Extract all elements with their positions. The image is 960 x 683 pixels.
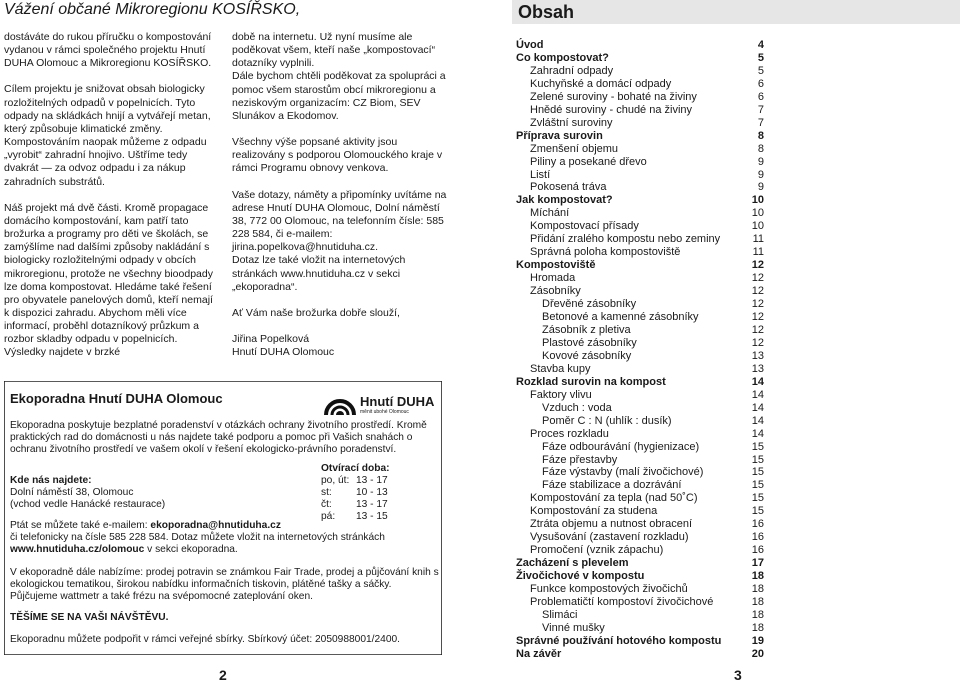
- toc-entry: [516, 52, 764, 65]
- toc-entry: [516, 169, 764, 182]
- toc-entry-page: 6: [757, 77, 764, 90]
- hours-row: [321, 499, 388, 511]
- toc-entry-page: 15: [751, 505, 764, 518]
- toc-entry-title: Kovové zásobníky: [542, 349, 632, 362]
- hours-time: 13 - 17: [356, 475, 388, 486]
- toc-entry-page: 16: [751, 531, 764, 544]
- toc-entry-page: 10: [751, 220, 764, 233]
- toc-entry-page: 10: [751, 207, 764, 220]
- toc-entry-page: 15: [751, 466, 764, 479]
- toc-entry-title: Zahradní odpady: [530, 64, 614, 77]
- toc-entry: [516, 350, 764, 363]
- toc-entry-title: Zvláštní suroviny: [530, 116, 613, 129]
- toc-entry: [516, 117, 764, 130]
- hours-time: 13 - 15: [356, 510, 388, 522]
- toc-entry: [516, 570, 764, 583]
- toc-entry: [516, 505, 764, 518]
- intro-paragraph: Všechny výše popsané aktivity jsou realizovány s podporou Olomouckého kraje v rámci Programu obnovy venkova.: [232, 136, 443, 175]
- toc-entry: [516, 454, 764, 467]
- toc-entry-title: Co kompostovat?: [516, 51, 609, 64]
- toc-entry-page: 13: [751, 362, 764, 375]
- toc-entry-title: Fáze stabilizace a dozrávání: [542, 479, 682, 492]
- intro-paragraph: Cílem projektu je snižovat obsah biologicky rozložitelných odpadů v popelnicích. Tyto odpady na skládkách hnijí a vytvářejí metan, který způsobuje klimatické změny. Kompostováním naopak můžeme z odpadu „vyrobit“ zahradní hnojivo. Uštříme tedy dvakrát — za odvoz odpadu i za nákup zahradních substrátů.: [4, 83, 211, 188]
- toc-entry: [516, 596, 764, 609]
- toc-entry-page: 15: [751, 492, 764, 505]
- hnuti-duha-logo: [324, 387, 436, 419]
- support-text: Ekoporadnu můžete podpořit v rámci veřejné sbírky. Sbírkový účet: 2050988001/2400.: [10, 634, 400, 645]
- toc-entry-title: Dřevěné zásobníky: [542, 298, 637, 311]
- contact-text-part: v sekci ekoporadna.: [144, 543, 238, 555]
- page-number-left: 2: [219, 667, 227, 683]
- toc-entry-page: 18: [751, 621, 764, 634]
- toc-entry: [516, 78, 764, 91]
- toc-entry: [516, 557, 764, 570]
- toc-entry-page: 12: [751, 259, 764, 272]
- toc-entry: [516, 181, 764, 194]
- toc-entry-page: 18: [751, 583, 764, 596]
- toc-entry-title: Zásobníky: [530, 285, 581, 298]
- toc-entry-title: Poměr C : N (uhlík : dusík): [542, 414, 672, 427]
- toc-entry: [516, 622, 764, 635]
- toc-title: Obsah: [518, 2, 575, 22]
- toc-entry-page: 14: [751, 388, 764, 401]
- page-number-right: 3: [734, 667, 742, 683]
- toc-entry-title: Na závěr: [516, 647, 562, 660]
- toc-entry: [516, 246, 764, 259]
- toc-entry: [516, 583, 764, 596]
- intro-paragraph: dostáváte do rukou příručku o kompostování vydanou v rámci společného projektu Hnutí DUHA Olomouc a Mikroregionu KOSÍŘSKO.: [4, 31, 212, 70]
- invitation-text: TĚŠÍME SE NA VAŠI NÁVŠTĚVU.: [10, 612, 169, 623]
- intro-paragraph: Náš projekt má dvě části. Kromě propagace domácího kompostování, kam patří tato brožurka a programy pro děti ve školách, se zamýšlíme nad dalšími způsoby nakládání s biologicky rozložitelnými odpady v obcích mikroregionu, protože ne všechny bioodpady lze doma kompostovat. Hledáme také řešení pro obyvatele panelových domů, kteří nemají k dispozici zahradu. Abychom měli více informací, proběhl dotazníkový průzkum a rozbor skladby odpadu v popelnicích. Výsledky najdete v brzké: [4, 201, 213, 359]
- toc-entry-title: Fáze odbourávání (hygienizace): [542, 440, 700, 453]
- toc-entry: [516, 479, 764, 492]
- toc-entry-page: 15: [751, 440, 764, 453]
- toc-entry-page: 5: [757, 64, 764, 77]
- toc-entry: [516, 65, 764, 78]
- toc-entry-title: Živočichové v kompostu: [516, 570, 645, 583]
- toc-entry-title: Příprava surovin: [516, 129, 603, 142]
- toc-entry-page: 14: [751, 414, 764, 427]
- toc-entry: [516, 156, 764, 169]
- toc-entry: [516, 285, 764, 298]
- toc-entry-title: Hromada: [530, 272, 576, 285]
- toc-entry-title: Zásobník z pletiva: [542, 323, 631, 336]
- toc-entry-page: 14: [751, 427, 764, 440]
- toc-entry-title: Problematičtí kompostoví živočichové: [530, 595, 714, 608]
- toc-entry-page: 12: [751, 311, 764, 324]
- services-text: V ekoporadně dále nabízíme: prodej potravin se známkou Fair Trade, prodej a půjčování knih s ekologickou tematikou, širokou nabídku informačních tiskovin, plátěné tašky a sáčky. Půjčujeme wattmetr a také frézu na svépomocné zateplování oken.: [10, 567, 439, 602]
- toc-entry: [516, 298, 764, 311]
- toc-entry: [516, 259, 764, 272]
- logo-name: Hnutí DUHA: [360, 394, 435, 409]
- toc-entry-title: Vinné mušky: [542, 621, 605, 634]
- toc-entry-page: 4: [757, 39, 764, 51]
- toc-entry: [516, 337, 764, 350]
- toc-entry-title: Kompostoviště: [516, 259, 596, 272]
- toc-entry-title: Hnědé suroviny - chudé na živiny: [530, 103, 693, 116]
- closing-line: Ať Vám naše brožurka dobře slouží,: [232, 306, 400, 319]
- toc-entry: [516, 518, 764, 531]
- toc-entry: [516, 428, 764, 441]
- toc-entry-page: 14: [751, 375, 764, 388]
- address: Dolní náměstí 38, Olomouc (vchod vedle Hanácké restaurace): [10, 487, 166, 510]
- toc-entry-title: Pokosená tráva: [530, 181, 607, 194]
- table-of-contents: [516, 39, 764, 661]
- toc-entry: [516, 91, 764, 104]
- toc-entry-page: 12: [751, 336, 764, 349]
- toc-entry-page: 12: [751, 285, 764, 298]
- greeting-heading: Vážení občané Mikroregionu KOSÍŘSKO,: [4, 1, 301, 18]
- toc-entry: [516, 207, 764, 220]
- toc-entry-title: Fáze výstavby (malí živočichové): [542, 466, 704, 479]
- toc-entry-page: 20: [751, 647, 764, 660]
- toc-entry-page: 18: [751, 595, 764, 608]
- toc-entry-title: Fáze přestavby: [542, 453, 618, 466]
- toc-entry-title: Proces rozkladu: [530, 427, 609, 440]
- toc-entry-page: 9: [757, 181, 764, 194]
- toc-entry: [516, 531, 764, 544]
- toc-entry-title: Vzduch : voda: [542, 401, 612, 414]
- toc-entry-title: Zmenšení objemu: [530, 142, 619, 155]
- toc-entry-title: Kompostování za studena: [530, 505, 658, 518]
- toc-entry: [516, 272, 764, 285]
- toc-entry-title: Správné používání hotového kompostu: [516, 634, 722, 647]
- toc-entry: [516, 39, 764, 52]
- toc-entry-title: Kuchyňské a domácí odpady: [530, 77, 672, 90]
- toc-entry-page: 14: [751, 401, 764, 414]
- toc-entry-page: 8: [757, 129, 764, 142]
- toc-entry: [516, 220, 764, 233]
- opening-hours: [321, 475, 388, 523]
- toc-entry: [516, 415, 764, 428]
- hours-day: po, út:: [321, 475, 350, 486]
- toc-entry: [516, 648, 764, 661]
- toc-entry: [516, 104, 764, 117]
- toc-entry: [516, 402, 764, 415]
- toc-entry: [516, 544, 764, 557]
- toc-entry: [516, 466, 764, 479]
- signature: Jiřina Popelková Hnutí DUHA Olomouc: [232, 332, 335, 359]
- toc-entry-title: Zelené suroviny - bohaté na živiny: [530, 90, 697, 103]
- toc-entry-page: 5: [757, 51, 764, 64]
- toc-entry: [516, 233, 764, 246]
- toc-entry-page: 9: [757, 168, 764, 181]
- intro-paragraph: Vaše dotazy, náměty a připomínky uvítáme na adrese Hnutí DUHA Olomouc, Dolní náměstí 38, 772 00 Olomouc, na telefonním čísle: 585 228 584, či e-mailem: jirina.popelkova@hnutiduha.cz. Dotaz lze také vložit na internetových stránkách www.hnutiduha.cz v sekci „ekoporadna“.: [232, 188, 447, 293]
- contact-web-link[interactable]: www.hnutiduha.cz/olomouc: [10, 543, 145, 555]
- toc-entry-title: Plastové zásobníky: [542, 336, 637, 349]
- toc-entry-title: Faktory vlivu: [530, 388, 592, 401]
- ekoporadna-title: Ekoporadna Hnutí DUHA Olomouc: [10, 391, 223, 406]
- toc-entry-title: Přidání zralého kompostu nebo zeminy: [530, 233, 721, 246]
- toc-entry-page: 12: [751, 298, 764, 311]
- toc-entry-page: 8: [757, 142, 764, 155]
- toc-entry-page: 12: [751, 272, 764, 285]
- hours-day: čt:: [321, 498, 332, 510]
- ekoporadna-intro: Ekoporadna poskytuje bezplatné poradenství v otázkách ochrany životního prostředí. Kromě praktických rad do domácnosti u nás najdete také podporu a pomoc při Vašich snahách o ochranu životního prostředí ve vašem okolí v řešení ekologicko-právního poradenství.: [10, 420, 427, 455]
- toc-entry: [516, 143, 764, 156]
- toc-title-bar: [512, 0, 960, 24]
- toc-entry-title: Kompostovací přísady: [530, 220, 639, 233]
- hours-row: [321, 487, 388, 499]
- toc-entry-page: 7: [757, 116, 764, 129]
- toc-entry-page: 18: [751, 570, 764, 583]
- hours-row: [321, 475, 388, 487]
- toc-entry-title: Vysušování (zastavení rozkladu): [530, 531, 689, 544]
- toc-entry-page: 15: [751, 453, 764, 466]
- toc-entry-title: Rozklad surovin na kompost: [516, 375, 666, 388]
- toc-entry: [516, 492, 764, 505]
- toc-entry-title: Ztráta objemu a nutnost obracení: [530, 518, 693, 531]
- hours-day: st:: [321, 486, 332, 498]
- toc-entry-page: 15: [751, 479, 764, 492]
- toc-entry: [516, 376, 764, 389]
- toc-entry: [516, 324, 764, 337]
- toc-entry-title: Jak kompostovat?: [516, 194, 613, 207]
- toc-entry-title: Funkce kompostových živočichů: [530, 583, 688, 596]
- toc-entry-page: 17: [751, 557, 764, 570]
- contact-email[interactable]: ekoporadna@hnutiduha.cz: [150, 520, 281, 531]
- toc-entry-page: 9: [757, 155, 764, 168]
- toc-entry: [516, 311, 764, 324]
- toc-entry-page: 10: [751, 194, 764, 207]
- toc-entry-page: 12: [751, 323, 764, 336]
- logo-subtitle: měnit ubohé Olomouc: [360, 409, 409, 415]
- toc-entry-title: Betonové a kamenné zásobníky: [542, 311, 699, 324]
- toc-entry: [516, 363, 764, 376]
- toc-entry: [516, 441, 764, 454]
- contact-text-part: Ptát se můžete také e-mailem:: [10, 520, 151, 531]
- toc-entry-title: Úvod: [516, 39, 544, 51]
- hours-day: pá:: [321, 510, 336, 522]
- toc-entry-page: 11: [752, 246, 764, 259]
- toc-entry-page: 19: [751, 634, 764, 647]
- toc-entry-title: Správná poloha kompostoviště: [530, 246, 681, 259]
- toc-entry-page: 7: [757, 103, 764, 116]
- intro-column-2: [232, 31, 447, 372]
- toc-entry: [516, 389, 764, 402]
- toc-entry-page: 13: [751, 349, 764, 362]
- toc-entry: [516, 194, 764, 207]
- toc-entry-title: Listí: [530, 168, 551, 181]
- toc-entry-title: Promočení (vznik zápachu): [530, 544, 664, 557]
- toc-entry: [516, 130, 764, 143]
- toc-entry-title: Slimáci: [542, 608, 578, 621]
- toc-entry-page: 6: [757, 90, 764, 103]
- toc-entry-title: Piliny a posekané dřevo: [530, 155, 647, 168]
- address-heading: Kde nás najdete:: [10, 475, 92, 486]
- toc-entry: [516, 609, 764, 622]
- hours-time: 13 - 17: [356, 498, 388, 510]
- contact-text-part: či telefonicky na čísle 585 228 584. Dotaz můžete vložit na internetových stránkách: [10, 531, 385, 543]
- opening-hours-heading: Otvírací doba:: [321, 463, 390, 474]
- toc-entry-title: Stavba kupy: [530, 362, 591, 375]
- toc-entry-page: 16: [751, 544, 764, 557]
- toc-entry-title: Kompostování za tepla (nad 50˚C): [530, 492, 698, 505]
- rainbow-logo-icon: [324, 389, 356, 417]
- toc-entry-title: Zacházení s plevelem: [516, 557, 629, 570]
- toc-entry-page: 18: [751, 608, 764, 621]
- toc-entry-page: 11: [752, 233, 764, 246]
- toc-entry: [516, 635, 764, 648]
- toc-entry-title: Míchání: [530, 207, 570, 220]
- toc-entry-page: 16: [751, 518, 764, 531]
- hours-time: 10 - 13: [356, 486, 388, 498]
- intro-paragraph: době na internetu. Už nyní musíme ale poděkovat všem, kteří naše „kompostovací“ dotazníky vyplnili. Dále bychom chtěli poděkovat za spolupráci a pomoc všem starostům obcí mikroregionu a neziskovým organizacím: CZ Biom, SEV Slunákov a Ekodomov.: [232, 31, 446, 122]
- intro-column-1: [4, 31, 216, 373]
- contact-text: [10, 520, 440, 556]
